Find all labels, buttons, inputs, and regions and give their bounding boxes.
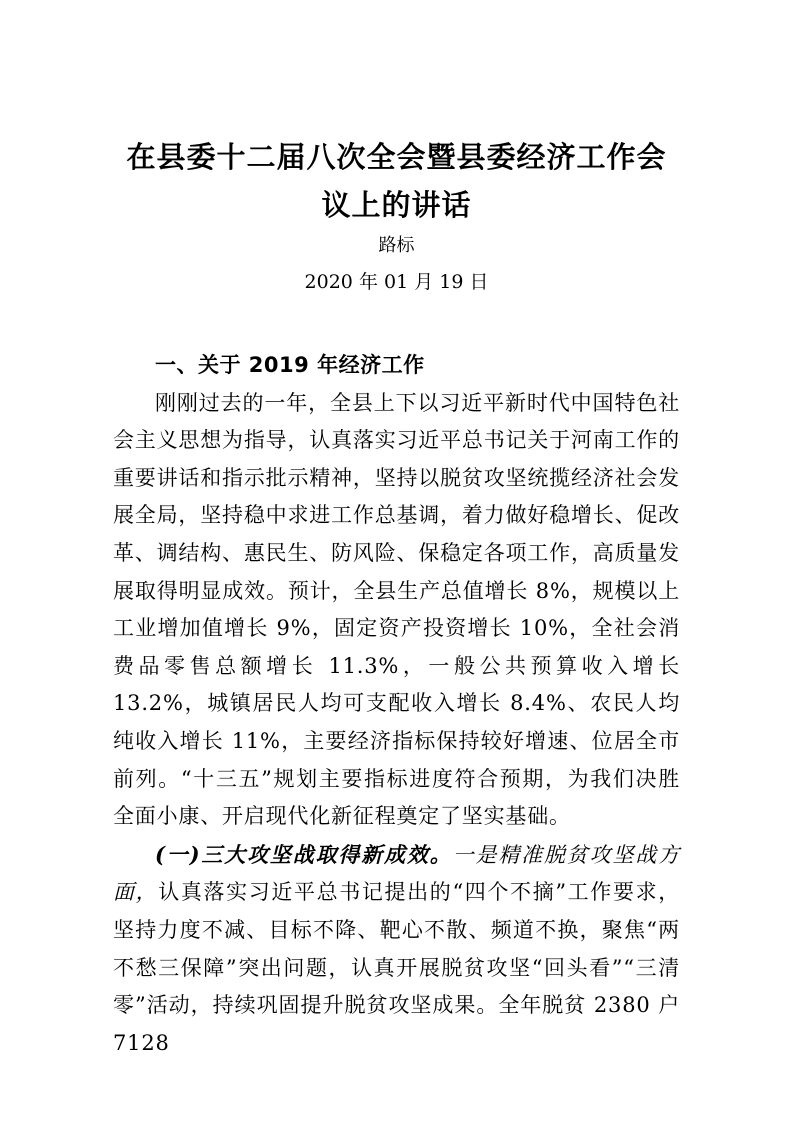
- paragraph-body-text: 认真落实习近平总书记提出的“四个不摘”工作要求，坚持力度不减、目标不降、靶心不散、频道不换，聚焦“两不愁三保障”突出问题，认真开展脱贫攻坚“回头看”“三清零”活动，持续巩固提升脱贫攻坚成果。全年脱贫 2380 户 7128: [113, 880, 680, 1055]
- page-title: 在县委十二届八次全会暨县委经济工作会议上的讲话: [126, 140, 667, 222]
- document-date: 2020 年 01 月 19 日: [304, 271, 489, 293]
- section-heading: 一、关于 2019 年经济工作: [155, 353, 425, 377]
- paragraph-subhead: 一是精准脱贫攻坚战方面，: [113, 842, 681, 905]
- author-name: 路标: [378, 235, 415, 256]
- paragraph-overview: 刚刚过去的一年，全县上下以习近平新时代中国特色社会主义思想为指导，认真落实习近平总书记关于河南工作的重要讲话和指示批示精神，坚持以脱贫攻坚统揽经济社会发展全局，坚持稳中求进工作总基调，着力做好稳增长、促改革、调结构、惠民生、防风险、保稳定各项工作，高质量发展取得明显成效。预计，全县生产总值增长 8%，规模以上工业增加值增长 9%，固定资产投资增长 10%，全社会消费品零售总额增长 11.3%，一般公共预算收入增长 13.2%，城镇居民人均可支配收入增长 8.4%、农民人均纯收入增长 11%，主要经济指标保持较好增速、位居全市前列。“十三五”规划主要指标进度符合预期，为我们决胜全面小康、开启现代化新征程奠定了坚实基础。: [113, 390, 680, 829]
- paragraph-three-battles: [113, 836, 680, 1063]
- paragraph-lead-in: (一)三大攻坚战取得新成效。: [155, 841, 453, 867]
